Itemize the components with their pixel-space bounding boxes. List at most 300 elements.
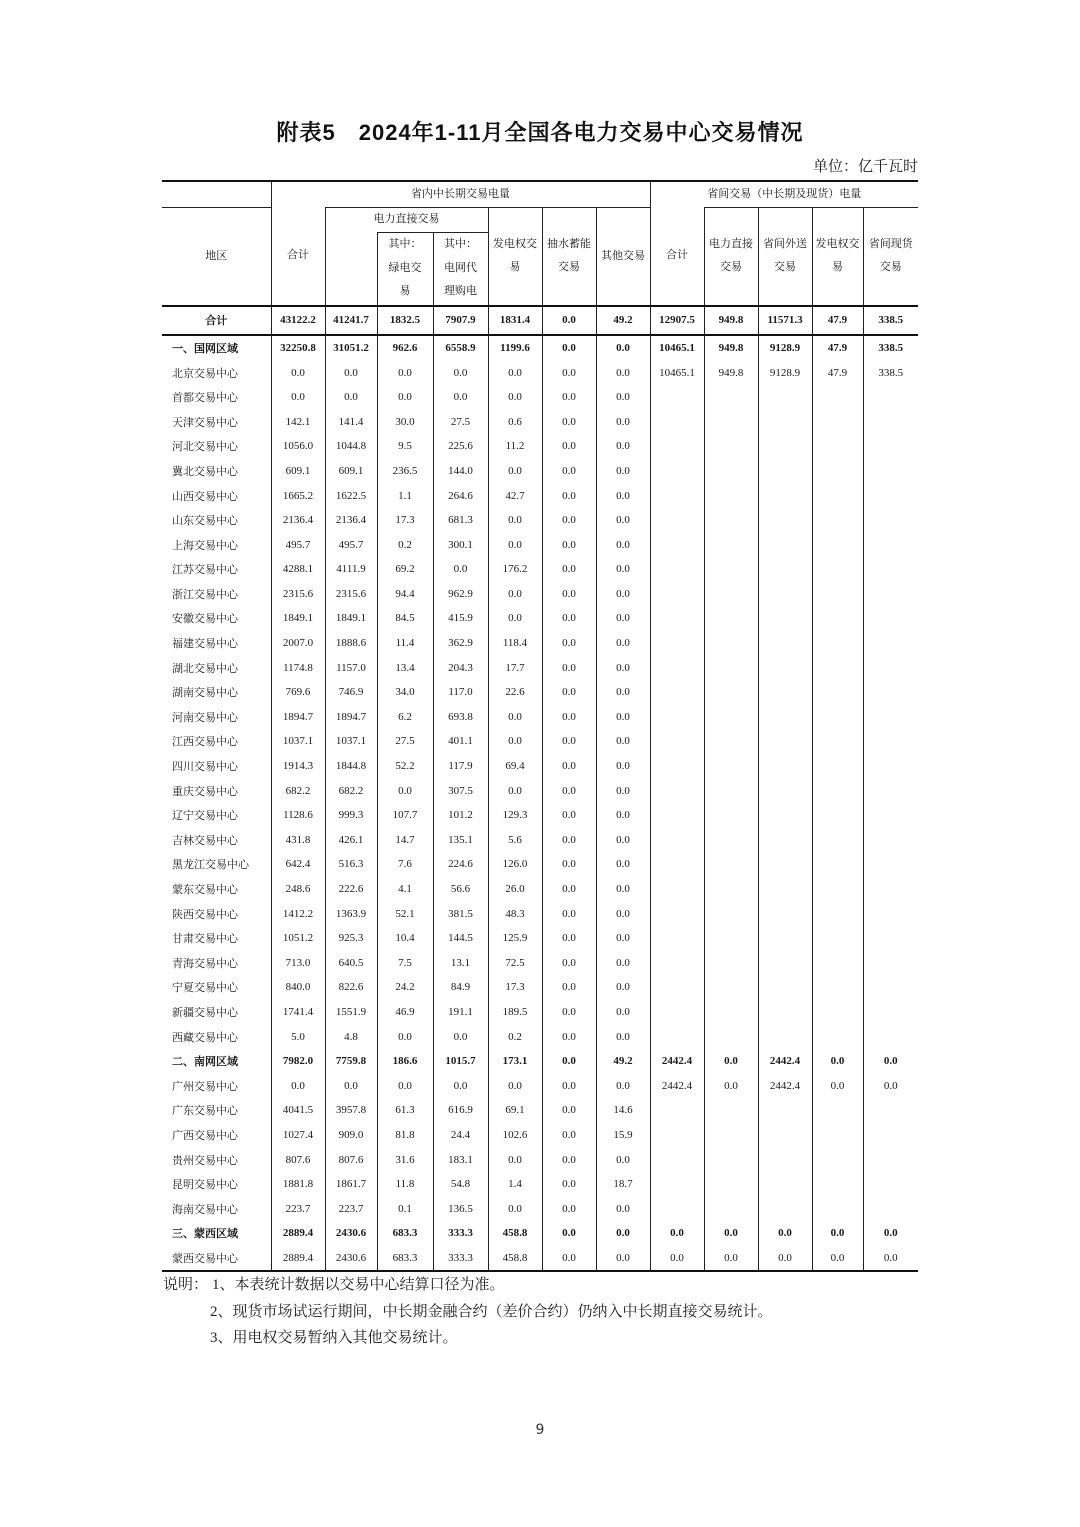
table-row bbox=[162, 705, 918, 730]
table-row bbox=[162, 1073, 918, 1098]
value-cell: 0.2 bbox=[488, 1024, 542, 1049]
value-cell: 683.3 bbox=[377, 1246, 433, 1272]
value-cell: 176.2 bbox=[488, 557, 542, 582]
region-cell: 西藏交易中心 bbox=[172, 1031, 238, 1044]
value-cell bbox=[863, 508, 918, 533]
value-cell: 49.2 bbox=[596, 1049, 650, 1074]
value-cell: 136.5 bbox=[433, 1196, 488, 1221]
value-cell: 42.7 bbox=[488, 483, 542, 508]
value-cell: 5.6 bbox=[488, 828, 542, 853]
value-cell: 0.0 bbox=[542, 655, 596, 680]
region-cell: 广西交易中心 bbox=[172, 1129, 238, 1142]
table-row bbox=[162, 852, 918, 877]
value-cell bbox=[863, 1147, 918, 1172]
value-cell: 682.2 bbox=[271, 778, 325, 803]
value-cell bbox=[812, 385, 863, 410]
value-cell: 0.0 bbox=[542, 631, 596, 656]
region-summary-row bbox=[162, 1221, 918, 1246]
value-cell: 69.4 bbox=[488, 754, 542, 779]
value-cell bbox=[812, 975, 863, 1000]
value-cell bbox=[650, 459, 704, 484]
value-cell: 81.8 bbox=[377, 1123, 433, 1148]
value-cell bbox=[863, 975, 918, 1000]
value-cell: 141.4 bbox=[325, 409, 377, 434]
value-cell: 0.0 bbox=[596, 360, 650, 385]
value-cell: 0.0 bbox=[542, 582, 596, 607]
header-direct-total-spacer bbox=[325, 232, 377, 306]
table-row bbox=[162, 1024, 918, 1049]
header-inter-generation-rights: 发电权交易 bbox=[812, 208, 863, 306]
value-cell bbox=[863, 1024, 918, 1049]
value-cell: 17.3 bbox=[488, 975, 542, 1000]
value-cell: 17.3 bbox=[377, 508, 433, 533]
value-cell: 693.8 bbox=[433, 705, 488, 730]
value-cell: 0.2 bbox=[377, 532, 433, 557]
value-cell: 1199.6 bbox=[488, 335, 542, 361]
value-cell: 9.5 bbox=[377, 434, 433, 459]
value-cell: 0.0 bbox=[542, 1123, 596, 1148]
value-cell bbox=[863, 778, 918, 803]
value-cell: 0.0 bbox=[596, 483, 650, 508]
region-cell: 上海交易中心 bbox=[172, 539, 238, 552]
value-cell: 186.6 bbox=[377, 1049, 433, 1074]
value-cell: 0.0 bbox=[542, 459, 596, 484]
value-cell bbox=[650, 754, 704, 779]
table-row bbox=[162, 1098, 918, 1123]
value-cell bbox=[758, 828, 812, 853]
value-cell: 34.0 bbox=[377, 680, 433, 705]
value-cell: 17.7 bbox=[488, 655, 542, 680]
value-cell: 0.0 bbox=[596, 828, 650, 853]
value-cell: 0.0 bbox=[596, 1073, 650, 1098]
value-cell bbox=[863, 1123, 918, 1148]
value-cell: 0.0 bbox=[542, 950, 596, 975]
value-cell bbox=[758, 434, 812, 459]
value-cell: 0.0 bbox=[812, 1073, 863, 1098]
value-cell: 609.1 bbox=[271, 459, 325, 484]
value-cell: 2136.4 bbox=[271, 508, 325, 533]
table-row bbox=[162, 680, 918, 705]
value-cell: 26.0 bbox=[488, 877, 542, 902]
value-cell bbox=[650, 606, 704, 631]
region-cell: 北京交易中心 bbox=[172, 367, 238, 380]
value-cell: 1037.1 bbox=[271, 729, 325, 754]
value-cell bbox=[812, 778, 863, 803]
value-cell bbox=[650, 901, 704, 926]
value-cell bbox=[863, 532, 918, 557]
value-cell: 84.5 bbox=[377, 606, 433, 631]
region-cell: 宁夏交易中心 bbox=[172, 982, 238, 995]
value-cell bbox=[812, 532, 863, 557]
value-cell bbox=[863, 1172, 918, 1197]
value-cell: 807.6 bbox=[271, 1147, 325, 1172]
unit-label: 单位：亿千瓦时 bbox=[812, 159, 918, 175]
value-cell bbox=[863, 385, 918, 410]
value-cell: 94.4 bbox=[377, 582, 433, 607]
value-cell bbox=[704, 606, 758, 631]
region-cell: 重庆交易中心 bbox=[172, 785, 238, 798]
value-cell: 0.0 bbox=[488, 360, 542, 385]
region-cell: 黑龙江交易中心 bbox=[172, 859, 249, 872]
value-cell: 307.5 bbox=[433, 778, 488, 803]
value-cell: 69.1 bbox=[488, 1098, 542, 1123]
region-cell: 青海交易中心 bbox=[172, 957, 238, 970]
region-cell: 一、国网区域 bbox=[172, 342, 238, 355]
value-cell: 7.6 bbox=[377, 852, 433, 877]
value-cell: 0.0 bbox=[596, 729, 650, 754]
region-cell: 贵州交易中心 bbox=[172, 1154, 238, 1167]
value-cell: 0.0 bbox=[596, 950, 650, 975]
value-cell: 0.0 bbox=[650, 1221, 704, 1246]
value-cell: 949.8 bbox=[704, 306, 758, 335]
value-cell: 0.0 bbox=[325, 385, 377, 410]
value-cell: 6.2 bbox=[377, 705, 433, 730]
value-cell: 0.0 bbox=[542, 483, 596, 508]
value-cell: 338.5 bbox=[863, 306, 918, 335]
value-cell bbox=[812, 803, 863, 828]
header-group-provincial: 省内中长期交易电量 bbox=[271, 181, 650, 208]
region-cell: 甘肃交易中心 bbox=[172, 933, 238, 946]
value-cell: 0.0 bbox=[488, 705, 542, 730]
value-cell: 0.0 bbox=[596, 1196, 650, 1221]
value-cell: 0.0 bbox=[596, 705, 650, 730]
value-cell: 1894.7 bbox=[325, 705, 377, 730]
value-cell: 7759.8 bbox=[325, 1049, 377, 1074]
value-cell: 102.6 bbox=[488, 1123, 542, 1148]
value-cell bbox=[704, 754, 758, 779]
value-cell: 107.7 bbox=[377, 803, 433, 828]
value-cell: 0.0 bbox=[596, 606, 650, 631]
table-row bbox=[162, 754, 918, 779]
value-cell: 248.6 bbox=[271, 877, 325, 902]
value-cell: 0.0 bbox=[271, 385, 325, 410]
value-cell: 333.3 bbox=[433, 1246, 488, 1272]
value-cell bbox=[863, 1000, 918, 1025]
table-title: 附表5 2024年1-11月全国各电力交易中心交易情况 bbox=[276, 120, 804, 145]
value-cell bbox=[812, 483, 863, 508]
value-cell bbox=[812, 655, 863, 680]
value-cell: 223.7 bbox=[325, 1196, 377, 1221]
region-cell: 河北交易中心 bbox=[172, 441, 238, 454]
value-cell bbox=[650, 680, 704, 705]
value-cell: 0.0 bbox=[596, 852, 650, 877]
value-cell bbox=[704, 409, 758, 434]
table-row bbox=[162, 1123, 918, 1148]
header-sub-green: 其中：绿电交易 bbox=[377, 232, 433, 306]
value-cell: 0.0 bbox=[542, 1024, 596, 1049]
region-cell: 二、南网区域 bbox=[172, 1056, 238, 1069]
value-cell: 0.0 bbox=[596, 655, 650, 680]
value-cell bbox=[704, 631, 758, 656]
table-row bbox=[162, 360, 918, 385]
value-cell bbox=[758, 1024, 812, 1049]
value-cell bbox=[812, 508, 863, 533]
value-cell bbox=[758, 1000, 812, 1025]
value-cell: 807.6 bbox=[325, 1147, 377, 1172]
value-cell: 118.4 bbox=[488, 631, 542, 656]
value-cell: 0.0 bbox=[596, 1246, 650, 1272]
value-cell bbox=[812, 754, 863, 779]
value-cell bbox=[863, 557, 918, 582]
value-cell bbox=[650, 1172, 704, 1197]
value-cell: 32250.8 bbox=[271, 335, 325, 361]
value-cell bbox=[704, 778, 758, 803]
value-cell: 49.2 bbox=[596, 306, 650, 335]
value-cell: 0.0 bbox=[542, 385, 596, 410]
value-cell bbox=[704, 1000, 758, 1025]
value-cell: 1056.0 bbox=[271, 434, 325, 459]
value-cell: 0.0 bbox=[704, 1049, 758, 1074]
value-cell: 84.9 bbox=[433, 975, 488, 1000]
value-cell: 683.3 bbox=[377, 1221, 433, 1246]
value-cell: 0.6 bbox=[488, 409, 542, 434]
value-cell: 0.0 bbox=[377, 778, 433, 803]
table-row bbox=[162, 532, 918, 557]
value-cell: 2889.4 bbox=[271, 1246, 325, 1272]
region-cell: 海南交易中心 bbox=[172, 1203, 238, 1216]
value-cell bbox=[758, 459, 812, 484]
value-cell: 0.0 bbox=[488, 385, 542, 410]
value-cell: 1.1 bbox=[377, 483, 433, 508]
value-cell: 426.1 bbox=[325, 828, 377, 853]
value-cell: 0.0 bbox=[542, 434, 596, 459]
value-cell bbox=[704, 1024, 758, 1049]
note-item: 1、本表统计数据以交易中心结算口径为准。 bbox=[212, 1277, 505, 1293]
value-cell: 713.0 bbox=[271, 950, 325, 975]
value-cell: 47.9 bbox=[812, 306, 863, 335]
table-header bbox=[162, 181, 918, 306]
value-cell: 4.1 bbox=[377, 877, 433, 902]
value-cell: 2430.6 bbox=[325, 1246, 377, 1272]
value-cell: 9128.9 bbox=[758, 360, 812, 385]
table-row bbox=[162, 950, 918, 975]
value-cell: 0.0 bbox=[704, 1246, 758, 1272]
value-cell: 13.1 bbox=[433, 950, 488, 975]
value-cell bbox=[704, 557, 758, 582]
value-cell: 24.2 bbox=[377, 975, 433, 1000]
value-cell: 1128.6 bbox=[271, 803, 325, 828]
value-cell: 616.9 bbox=[433, 1098, 488, 1123]
region-cell: 湖南交易中心 bbox=[172, 687, 238, 700]
header-inter-total: 合计 bbox=[650, 208, 704, 306]
value-cell: 0.0 bbox=[433, 1024, 488, 1049]
value-cell: 0.0 bbox=[542, 1000, 596, 1025]
value-cell bbox=[758, 1196, 812, 1221]
value-cell bbox=[704, 705, 758, 730]
value-cell: 2442.4 bbox=[758, 1049, 812, 1074]
value-cell bbox=[812, 1123, 863, 1148]
value-cell bbox=[758, 877, 812, 902]
header-inter-direct: 电力直接交易 bbox=[704, 208, 758, 306]
value-cell: 0.0 bbox=[542, 803, 596, 828]
value-cell bbox=[812, 852, 863, 877]
value-cell bbox=[758, 1123, 812, 1148]
value-cell: 7.5 bbox=[377, 950, 433, 975]
value-cell bbox=[812, 631, 863, 656]
value-cell: 0.0 bbox=[488, 1147, 542, 1172]
value-cell bbox=[812, 459, 863, 484]
region-cell: 山东交易中心 bbox=[172, 515, 238, 528]
value-cell: 0.0 bbox=[542, 828, 596, 853]
value-cell: 129.3 bbox=[488, 803, 542, 828]
value-cell bbox=[758, 729, 812, 754]
value-cell: 135.1 bbox=[433, 828, 488, 853]
value-cell bbox=[812, 606, 863, 631]
value-cell: 2430.6 bbox=[325, 1221, 377, 1246]
value-cell bbox=[704, 877, 758, 902]
value-cell bbox=[758, 680, 812, 705]
value-cell: 1027.4 bbox=[271, 1123, 325, 1148]
value-cell: 1844.8 bbox=[325, 754, 377, 779]
value-cell: 2007.0 bbox=[271, 631, 325, 656]
region-summary-row bbox=[162, 1049, 918, 1074]
table-row bbox=[162, 1172, 918, 1197]
value-cell: 0.0 bbox=[488, 508, 542, 533]
value-cell: 72.5 bbox=[488, 950, 542, 975]
table-row bbox=[162, 582, 918, 607]
value-cell: 0.0 bbox=[596, 680, 650, 705]
value-cell: 0.0 bbox=[542, 508, 596, 533]
value-cell bbox=[704, 828, 758, 853]
value-cell: 682.2 bbox=[325, 778, 377, 803]
value-cell: 0.0 bbox=[271, 1073, 325, 1098]
value-cell bbox=[650, 631, 704, 656]
value-cell bbox=[758, 532, 812, 557]
value-cell bbox=[863, 705, 918, 730]
value-cell: 11.8 bbox=[377, 1172, 433, 1197]
value-cell: 52.1 bbox=[377, 901, 433, 926]
value-cell: 338.5 bbox=[863, 360, 918, 385]
table-row bbox=[162, 385, 918, 410]
value-cell: 0.0 bbox=[596, 1024, 650, 1049]
value-cell: 0.0 bbox=[325, 1073, 377, 1098]
region-cell: 四川交易中心 bbox=[172, 761, 238, 774]
table-row bbox=[162, 828, 918, 853]
value-cell bbox=[704, 385, 758, 410]
page-number: 9 bbox=[535, 1422, 545, 1438]
value-cell: 236.5 bbox=[377, 459, 433, 484]
value-cell: 949.8 bbox=[704, 360, 758, 385]
value-cell: 46.9 bbox=[377, 1000, 433, 1025]
value-cell: 52.2 bbox=[377, 754, 433, 779]
value-cell bbox=[758, 901, 812, 926]
table-row bbox=[162, 926, 918, 951]
value-cell bbox=[863, 483, 918, 508]
value-cell bbox=[758, 778, 812, 803]
table-row bbox=[162, 803, 918, 828]
value-cell: 0.0 bbox=[377, 1073, 433, 1098]
value-cell: 909.0 bbox=[325, 1123, 377, 1148]
value-cell bbox=[704, 1147, 758, 1172]
value-cell: 0.0 bbox=[488, 582, 542, 607]
value-cell bbox=[650, 975, 704, 1000]
value-cell: 144.5 bbox=[433, 926, 488, 951]
table-row bbox=[162, 1246, 918, 1272]
region-cell: 山西交易中心 bbox=[172, 490, 238, 503]
value-cell bbox=[812, 705, 863, 730]
region-cell: 蒙西交易中心 bbox=[162, 1246, 271, 1272]
value-cell: 609.1 bbox=[325, 459, 377, 484]
value-cell bbox=[863, 828, 918, 853]
value-cell: 0.0 bbox=[542, 877, 596, 902]
value-cell bbox=[650, 877, 704, 902]
value-cell bbox=[863, 1098, 918, 1123]
note-line bbox=[163, 1272, 953, 1299]
value-cell: 7907.9 bbox=[433, 306, 488, 335]
value-cell: 4288.1 bbox=[271, 557, 325, 582]
value-cell: 0.0 bbox=[488, 778, 542, 803]
value-cell: 415.9 bbox=[433, 606, 488, 631]
value-cell bbox=[812, 1098, 863, 1123]
table-row bbox=[162, 1000, 918, 1025]
value-cell: 3957.8 bbox=[325, 1098, 377, 1123]
value-cell bbox=[704, 950, 758, 975]
value-cell: 1412.2 bbox=[271, 901, 325, 926]
value-cell: 1174.8 bbox=[271, 655, 325, 680]
value-cell bbox=[863, 926, 918, 951]
value-cell: 2442.4 bbox=[650, 1073, 704, 1098]
value-cell bbox=[704, 852, 758, 877]
value-cell: 0.0 bbox=[596, 1221, 650, 1246]
value-cell bbox=[704, 680, 758, 705]
value-cell: 0.0 bbox=[542, 705, 596, 730]
value-cell: 31.6 bbox=[377, 1147, 433, 1172]
value-cell: 9128.9 bbox=[758, 335, 812, 361]
table-row bbox=[162, 1196, 918, 1221]
value-cell: 0.0 bbox=[863, 1246, 918, 1272]
value-cell bbox=[650, 434, 704, 459]
value-cell bbox=[758, 385, 812, 410]
value-cell bbox=[758, 803, 812, 828]
value-cell: 0.0 bbox=[542, 1049, 596, 1074]
value-cell bbox=[758, 606, 812, 631]
value-cell: 0.0 bbox=[377, 360, 433, 385]
value-cell: 54.8 bbox=[433, 1172, 488, 1197]
value-cell: 0.0 bbox=[542, 335, 596, 361]
value-cell: 142.1 bbox=[271, 409, 325, 434]
value-cell bbox=[812, 877, 863, 902]
value-cell bbox=[758, 754, 812, 779]
value-cell: 381.5 bbox=[433, 901, 488, 926]
note-item: 2、现货市场试运行期间，中长期金融合约（差价合约）仍纳入中长期直接交易统计。 bbox=[210, 1303, 773, 1320]
value-cell: 10465.1 bbox=[650, 360, 704, 385]
value-cell: 69.2 bbox=[377, 557, 433, 582]
value-cell: 0.0 bbox=[704, 1073, 758, 1098]
value-cell: 13.4 bbox=[377, 655, 433, 680]
value-cell bbox=[650, 1024, 704, 1049]
header-provincial-total: 合计 bbox=[271, 208, 325, 306]
region-cell: 浙江交易中心 bbox=[172, 588, 238, 601]
value-cell bbox=[650, 508, 704, 533]
value-cell: 0.0 bbox=[863, 1049, 918, 1074]
value-cell: 0.0 bbox=[542, 754, 596, 779]
table-row bbox=[162, 975, 918, 1000]
value-cell bbox=[650, 705, 704, 730]
value-cell: 458.8 bbox=[488, 1246, 542, 1272]
value-cell: 0.0 bbox=[596, 434, 650, 459]
value-cell: 0.0 bbox=[863, 1221, 918, 1246]
value-cell: 1037.1 bbox=[325, 729, 377, 754]
value-cell: 0.0 bbox=[542, 1196, 596, 1221]
region-cell: 广东交易中心 bbox=[172, 1105, 238, 1118]
value-cell bbox=[812, 926, 863, 951]
value-cell: 0.0 bbox=[542, 1147, 596, 1172]
header-region-spacer bbox=[162, 181, 271, 208]
value-cell bbox=[650, 655, 704, 680]
value-cell bbox=[863, 606, 918, 631]
value-cell bbox=[758, 483, 812, 508]
value-cell: 22.6 bbox=[488, 680, 542, 705]
